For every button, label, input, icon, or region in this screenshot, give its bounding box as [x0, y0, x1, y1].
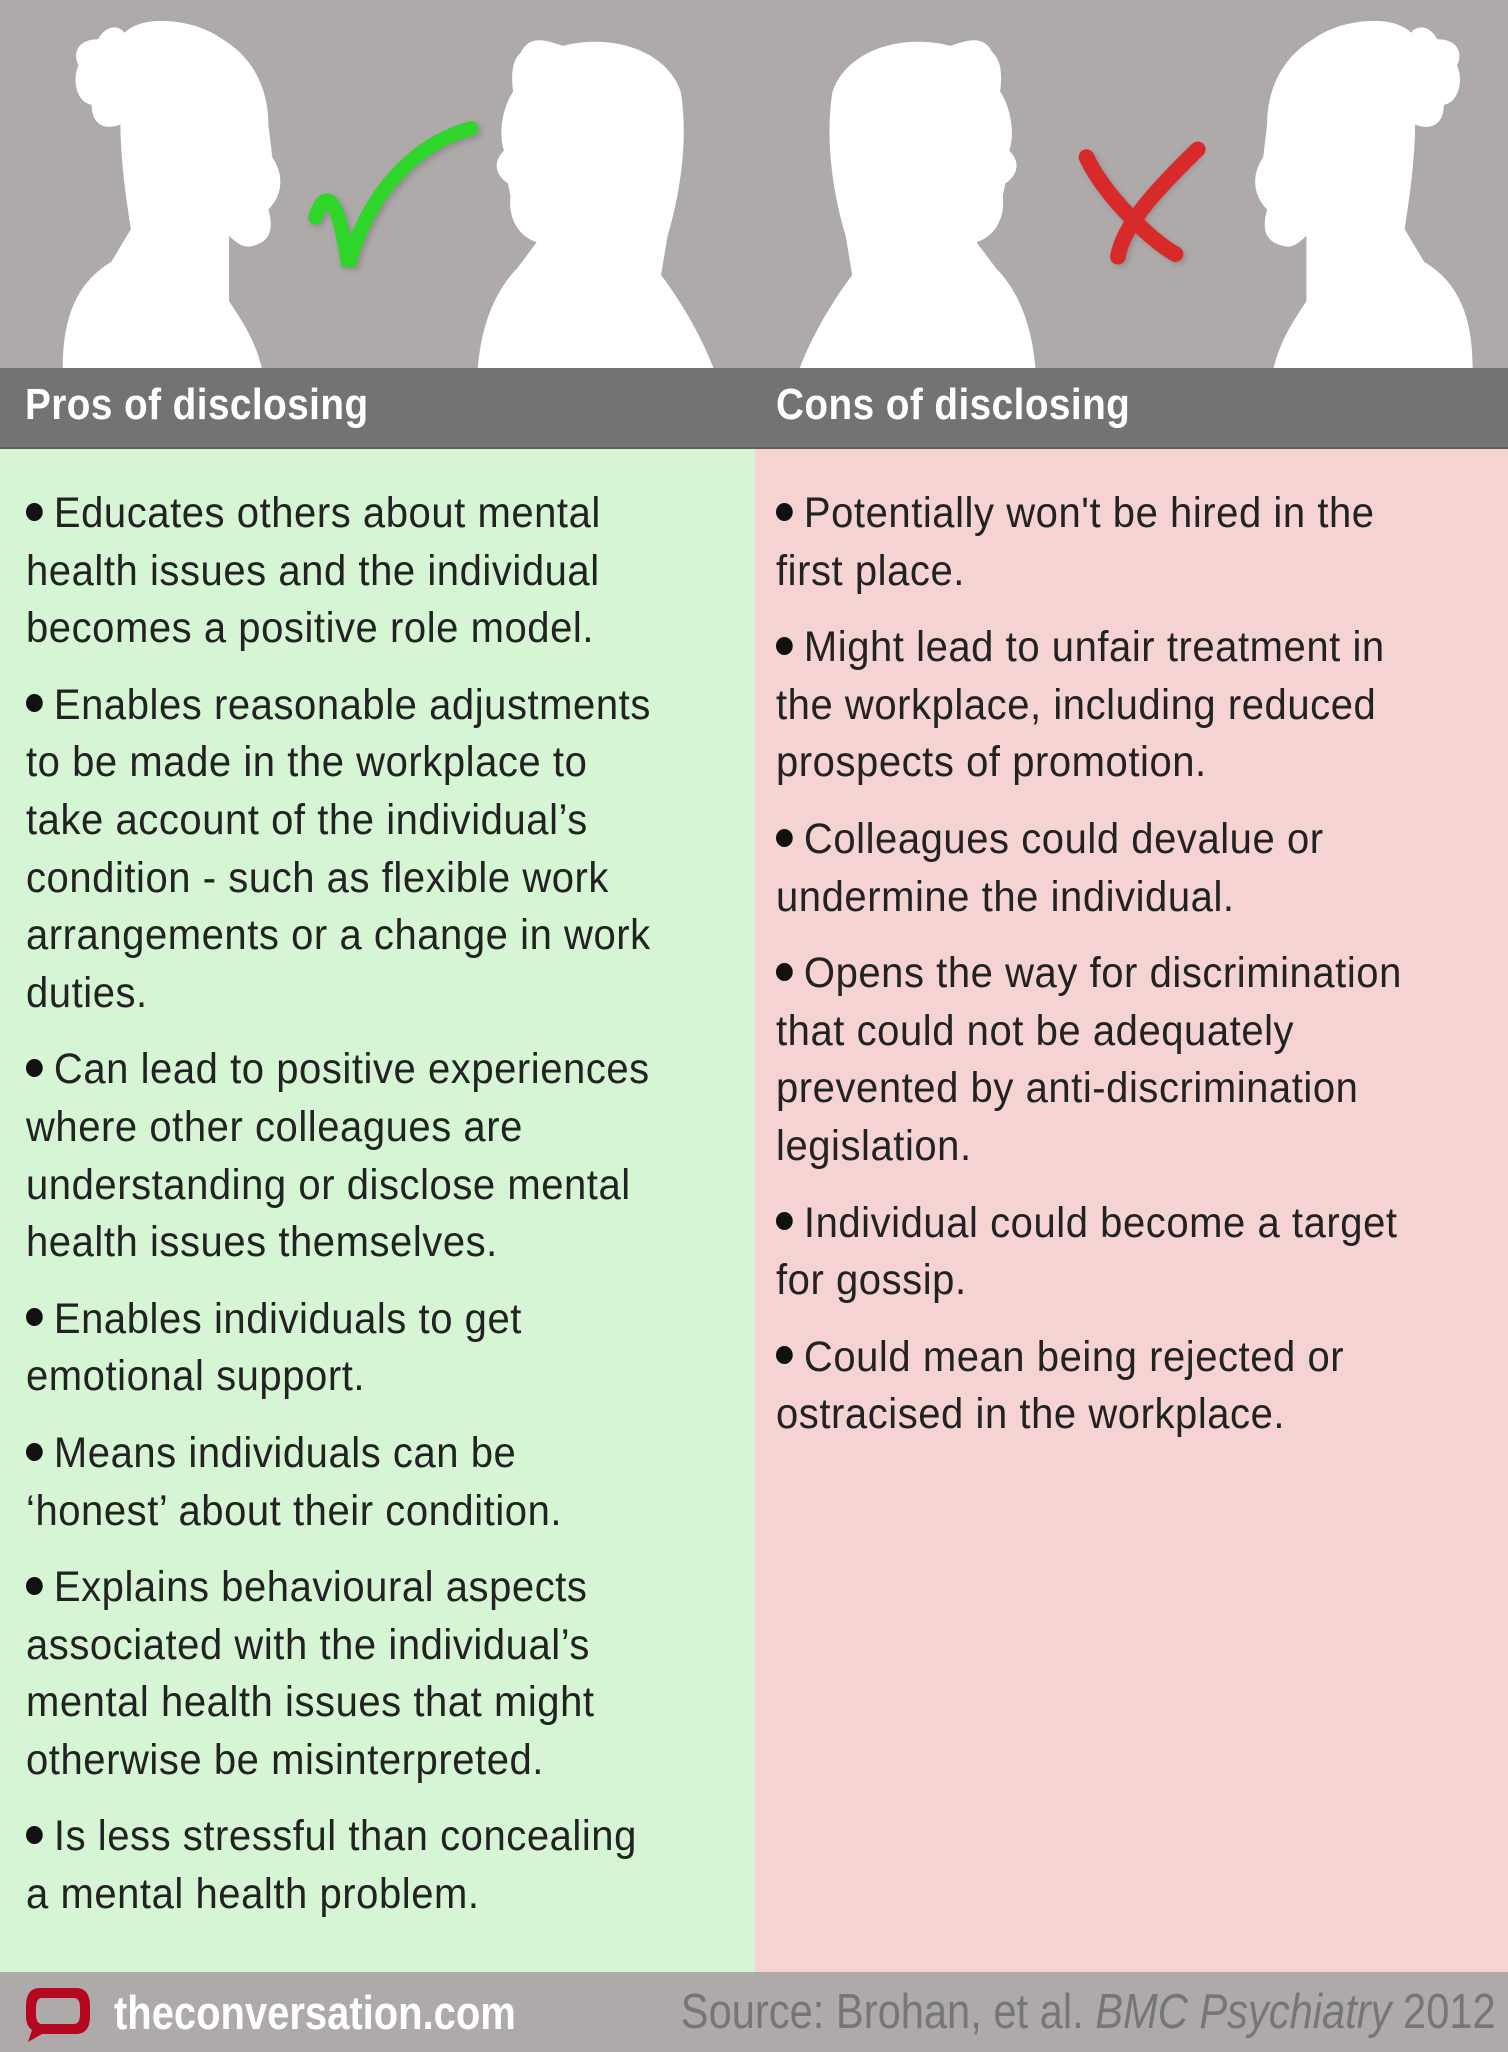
conversation-logo-icon — [20, 1984, 96, 2044]
woman-silhouette-right — [1255, 21, 1473, 368]
pros-item — [26, 1808, 748, 1923]
pros-item — [26, 1291, 748, 1406]
pros-item-text: Explains behavioural aspects associated with the individual’s mental health issues that might otherwise be misinterpreted. — [26, 1563, 595, 1784]
cons-item-text: Potentially won't be hired in the first place. — [776, 489, 1375, 595]
bullet-icon — [26, 1308, 43, 1326]
bullet-icon — [26, 1577, 43, 1595]
cons-item-text: Individual could become a target for gossip. — [776, 1198, 1398, 1305]
pros-list — [26, 485, 745, 1943]
pros-item-text: Enables individuals to get emotional support. — [26, 1294, 522, 1401]
pros-item — [26, 677, 748, 1023]
bullet-icon — [776, 1212, 793, 1230]
cons-item-text: Colleagues could devalue or undermine the individual. — [776, 814, 1324, 921]
bullet-icon — [776, 829, 793, 847]
cons-item — [776, 945, 1501, 1175]
bullet-icon — [776, 503, 793, 521]
pros-title: Pros of disclosing — [25, 380, 369, 429]
pros-item-text: Educates others about mental health issues and the individual becomes a positive role model. — [26, 489, 601, 653]
pros-item-text: Can lead to positive experiences where other colleagues are understanding or disclose mental health issues themselves. — [26, 1045, 650, 1267]
cons-item-text: Opens the way for discrimination that could not be adequately prevented by anti-discrimination legislation. — [776, 949, 1402, 1170]
pros-item — [26, 1041, 748, 1271]
man-silhouette-left — [478, 40, 714, 368]
pros-item — [26, 485, 748, 658]
pros-column — [0, 449, 755, 1972]
check-icon — [315, 128, 473, 268]
source-year: 2012 — [1391, 1985, 1496, 2039]
cons-list — [776, 485, 1498, 1463]
bullet-icon — [26, 1059, 43, 1077]
cons-column — [755, 449, 1508, 1972]
cons-item-text: Might lead to unfair treatment in the workplace, including reduced prospects of promotion. — [776, 623, 1385, 787]
pros-item — [26, 1425, 748, 1540]
header-illustration — [0, 0, 1508, 368]
bullet-icon — [26, 1443, 43, 1461]
bullet-icon — [26, 694, 43, 712]
cons-item — [776, 485, 1501, 600]
source-citation — [681, 1984, 1496, 2040]
pros-item-text: Means individuals can be ‘honest’ about their condition. — [26, 1428, 563, 1535]
man-silhouette-right — [800, 40, 1036, 368]
woman-silhouette-left — [63, 21, 281, 368]
source-prefix: Source: Brohan, et al. — [681, 1985, 1096, 2039]
bullet-icon — [776, 963, 793, 981]
bullet-icon — [26, 1826, 43, 1844]
cons-item — [776, 1195, 1501, 1310]
source-journal: BMC Psychiatry — [1095, 1985, 1392, 2039]
cons-item-text: Could mean being rejected or ostracised in the workplace. — [776, 1332, 1345, 1439]
footer — [0, 1972, 1508, 2052]
bullet-icon — [26, 503, 43, 521]
site-link[interactable]: theconversation.com — [114, 1986, 516, 2039]
column-header-band — [0, 368, 1508, 449]
bullet-icon — [776, 1346, 793, 1364]
cons-item — [776, 811, 1501, 926]
cross-icon — [1086, 149, 1197, 259]
cons-item — [776, 619, 1501, 792]
pros-item-text: Enables reasonable adjustments to be made in the workplace to take account of the individual’s condition - such as flexible work arrangements or a change in work duties. — [26, 680, 651, 1017]
pros-item-text: Is less stressful than concealing a mental health problem. — [26, 1812, 637, 1919]
bullet-icon — [776, 637, 793, 655]
cons-title: Cons of disclosing — [776, 380, 1131, 429]
cons-item — [776, 1329, 1501, 1444]
pros-item — [26, 1559, 748, 1789]
